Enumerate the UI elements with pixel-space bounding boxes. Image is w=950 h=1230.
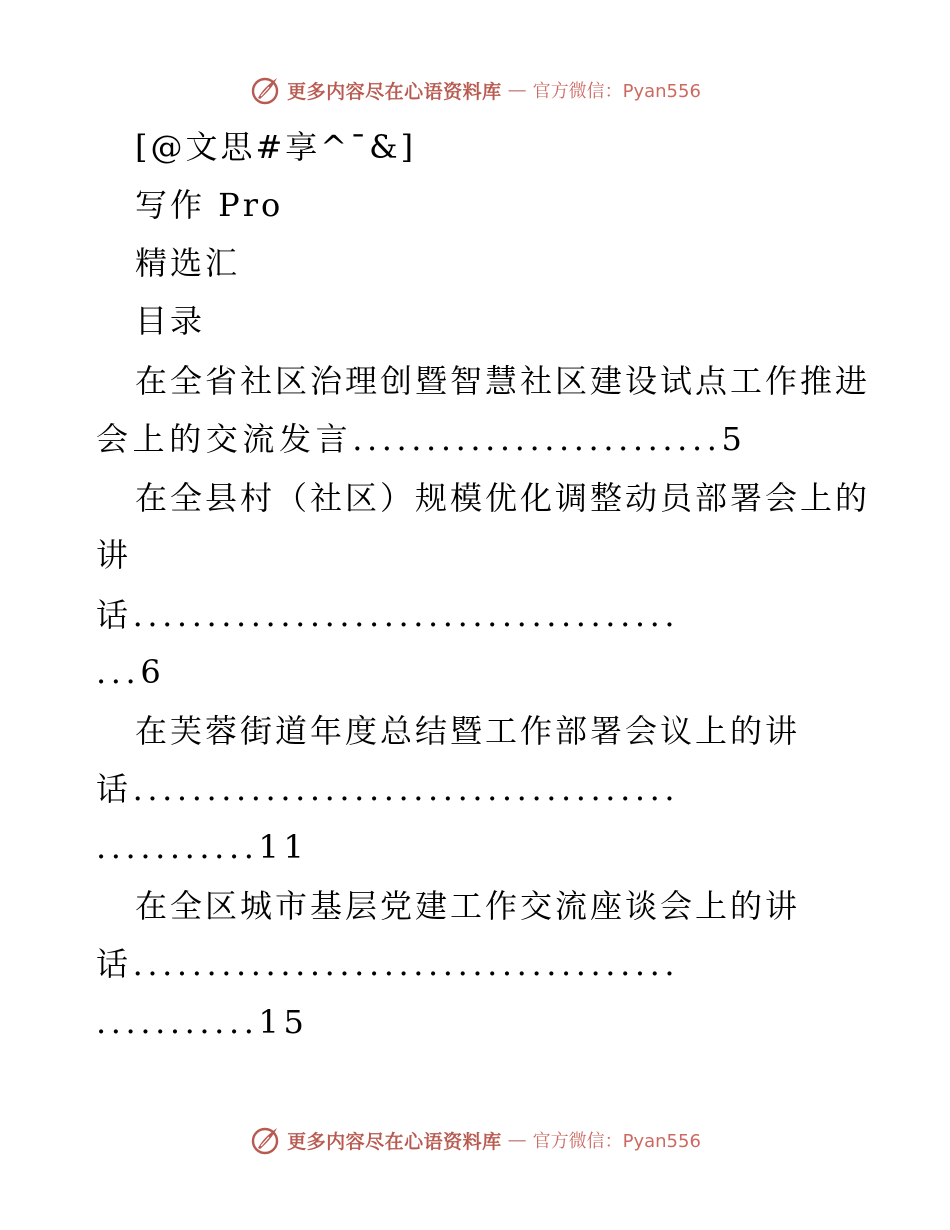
footer-banner — [0, 1120, 950, 1160]
toc-entry-4-page: ...........15 — [96, 1003, 309, 1041]
watermark-line: [@文思#享^¯&] — [135, 128, 417, 166]
banner-text: 更多内容尽在心语资料库 — [287, 80, 502, 103]
toc-entry-3-leader: 话..................................... — [96, 770, 680, 808]
header-banner — [0, 70, 950, 110]
banner-wechat: 官方微信：Pyan556 — [532, 1131, 701, 1152]
toc-title: 目录 — [135, 302, 206, 340]
toc-entry-1-leader: 会上的交流发言.........................5 — [96, 420, 747, 458]
collection-line: 精选汇 — [135, 244, 241, 282]
toc-entry-1-title: 在全省社区治理创暨智慧社区建设试点工作推进 — [135, 362, 871, 400]
banner-separator: — — [507, 1129, 527, 1151]
toc-entry-3-title: 在芙蓉街道年度总结暨工作部署会议上的讲 — [135, 712, 801, 750]
banner-separator: — — [507, 79, 527, 101]
toc-entry-4-title: 在全区城市基层党建工作交流座谈会上的讲 — [135, 887, 801, 925]
banner-text: 更多内容尽在心语资料库 — [287, 1130, 502, 1153]
toc-entry-2-title: 在全县村（社区）规模优化调整动员部署会上的 — [135, 479, 871, 517]
quill-pen-icon — [249, 1124, 281, 1156]
toc-entry-4-leader: 话..................................... — [96, 945, 680, 983]
brand-line: 写作 Pro — [135, 186, 284, 224]
banner-wechat: 官方微信：Pyan556 — [532, 81, 701, 102]
quill-pen-icon — [249, 74, 281, 106]
toc-entry-2-leader: 话..................................... — [96, 596, 680, 634]
toc-entry-3-page: ...........11 — [96, 828, 309, 866]
toc-entry-2-page: ...6 — [96, 653, 166, 691]
toc-entry-2-wrap: 讲 — [96, 536, 132, 574]
